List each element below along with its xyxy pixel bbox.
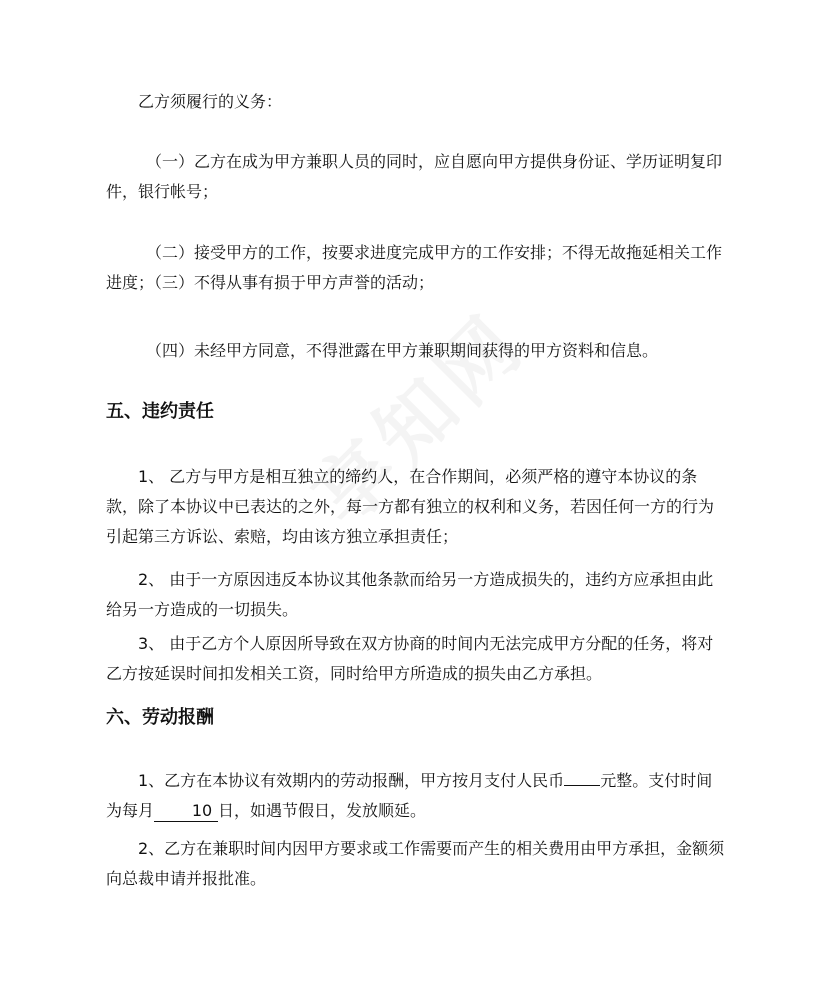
obligation-item-2: （二）接受甲方的工作，按要求进度完成甲方的工作安排；不得无故拖延相关工作进度；（三）不得从事有损于甲方声誉的活动； [106,243,723,292]
section-5-item-1: 1、 乙方与甲方是相互独立的缔约人，在合作期间，必须严格的遵守本协议的条款，除了本协议中已表达的之外，每一方都有独立的权利和义务，若因任何一方的行为引起第三方诉讼、索赔，均由该方独立承担责任； [106,467,715,546]
salary-amount-blank [564,785,600,786]
section-5-heading: 五、违约责任 [106,401,214,422]
salary-text-2: 元整。支付时间为每月 [106,771,713,820]
section-6-item-2: 2、乙方在兼职时间内因甲方要求或工作需要而产生的相关费用由甲方承担，金额须向总裁申请并报批准。 [106,839,725,888]
section-5-item-3: 3、 由于乙方个人原因所导致在双方协商的时间内无法完成甲方分配的任务，将对乙方按延误时间扣发相关工资，同时给甲方所造成的损失由乙方承担。 [106,634,714,683]
salary-text-3: 日，如遇节假日，发放顺延。 [218,801,427,820]
obligations-title: 乙方须履行的义务： [138,92,283,111]
section-6-item-1 [106,766,728,826]
obligation-item-4: （四）未经甲方同意，不得泄露在甲方兼职期间获得的甲方资料和信息。 [146,341,659,360]
section-6-heading: 六、劳动报酬 [106,707,214,728]
obligation-item-1: （一）乙方在成为甲方兼职人员的同时，应自愿向甲方提供身份证、学历证明复印件，银行帐号； [106,152,723,201]
salary-text-1: 1、乙方在本协议有效期内的劳动报酬，甲方按月支付人民币 [138,771,565,790]
section-5-item-2: 2、 由于一方原因违反本协议其他条款而给另一方造成损失的，违约方应承担由此给另一方造成的一切损失。 [106,570,714,619]
pay-day-value: 10 [154,801,218,822]
